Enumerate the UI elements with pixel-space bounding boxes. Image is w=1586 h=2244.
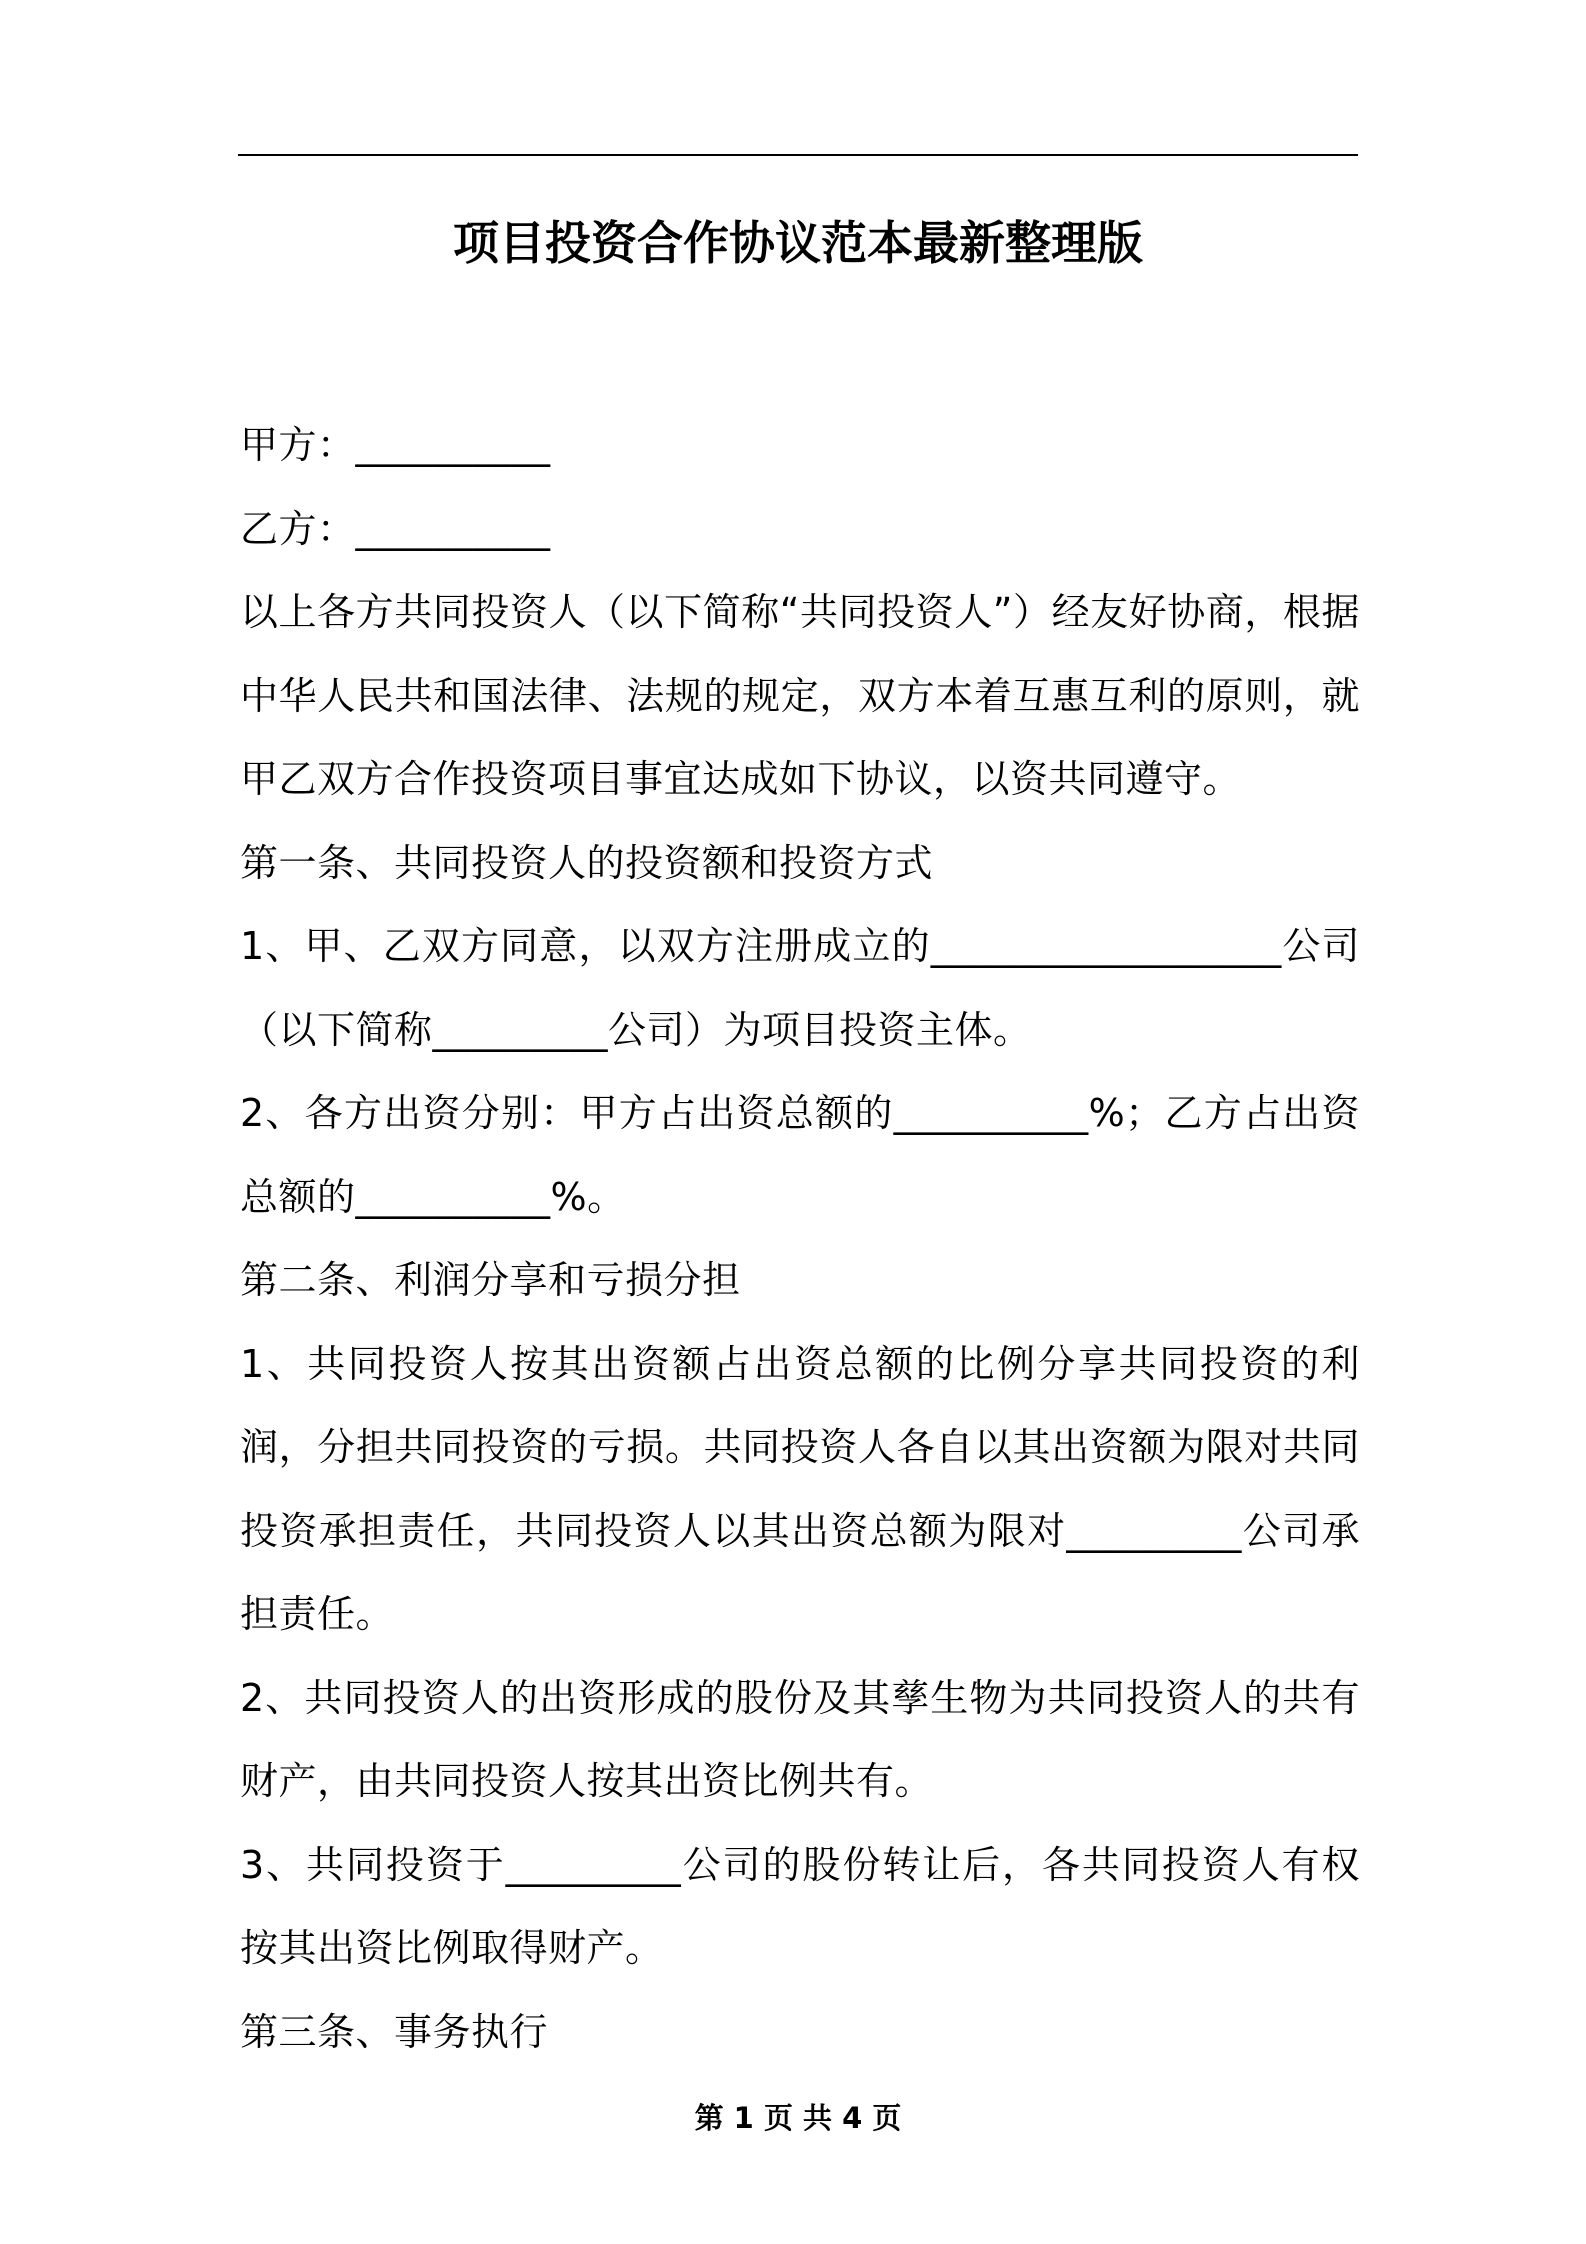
article-1-clause-1: 1、甲、乙双方同意，以双方注册成立的__________________公司（以下简称_________公司）为项目投资主体。 [240,924,1360,1052]
article-1-clause-2: 2、各方出资分别：甲方占出资总额的__________%；乙方占出资总额的__________%。 [240,1091,1360,1219]
preamble-paragraph: 以上各方共同投资人（以下简称“共同投资人”）经友好协商，根据中华人民共和国法律、法规的规定，双方本着互惠互利的原则，就甲乙双方合作投资项目事宜达成如下协议，以资共同遵守。 [240,590,1360,801]
article-2-clause-1: 1、共同投资人按其出资额占出资总额的比例分享共同投资的利润，分担共同投资的亏损。共同投资人各自以其出资额为限对共同投资承担责任，共同投资人以其出资总额为限对_________公司承担责任。 [240,1341,1360,1636]
article-2-clause-2: 2、共同投资人的出资形成的股份及其孳生物为共同投资人的共有财产，由共同投资人按其出资比例共有。 [240,1675,1360,1803]
article-1-heading: 第一条、共同投资人的投资额和投资方式 [240,840,934,885]
document-title: 项目投资合作协议范本最新整理版 [453,216,1143,270]
header-rule [238,154,1358,156]
article-2-heading: 第二条、利润分享和亏损分担 [240,1258,741,1302]
article-3-heading: 第三条、事务执行 [240,2009,549,2054]
party-b-line: 乙方：__________ [240,506,551,551]
article-2-clause-3: 3、共同投资于_________公司的股份转让后，各共同投资人有权按其出资比例取得财产。 [240,1842,1360,1970]
document-body [240,404,1360,2074]
page-number-footer: 第 1 页 共 4 页 [694,2101,902,2135]
party-a-line: 甲方：__________ [240,423,551,467]
